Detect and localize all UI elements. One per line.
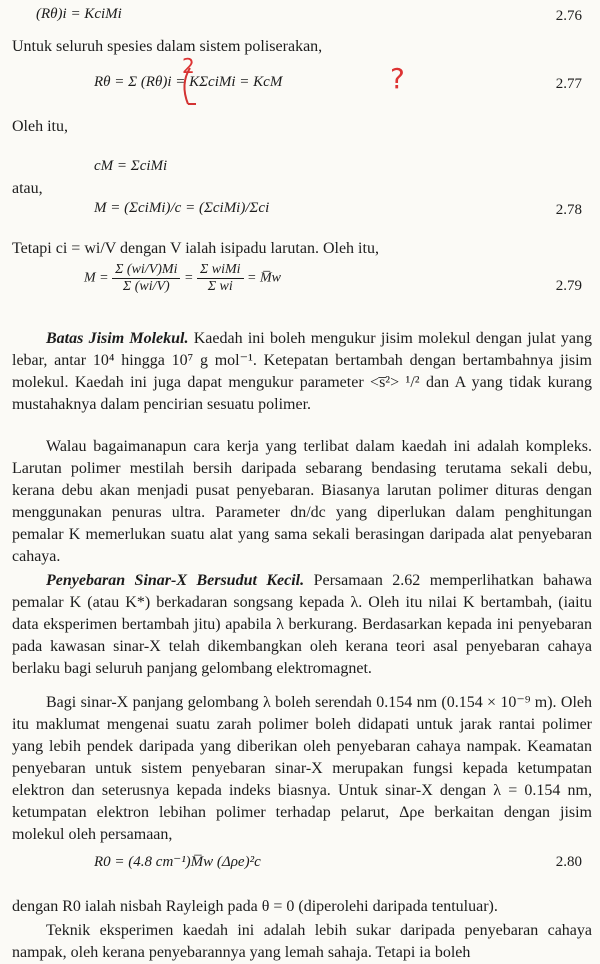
fraction-1 (112, 262, 180, 295)
paragraph-bagi-sinar-x: Bagi sinar-X panjang gelombang λ boleh serendah 0.154 nm (0.154 × 10⁻⁹ m). Oleh itu maklumat mengenai suatu zarah polimer boleh didapati untuk jarak rantai polimer yang lebih pendek daripada yang diberikan oleh penyebaran cahaya nampak. Keamatan penyebaran untuk sistem penyebaran sinar-X merupakan fungsi kepada ketumpatan elektron dan seterusnya kepada indeks biasnya. Untuk sinar-X dengan λ = 0.154 nm, ketumpatan elektron lebihan polimer terhadap pelarut, Δρe berkaitan dengan jisim molekul oleh persamaan, (12, 694, 592, 843)
handwritten-question-mark: ? (390, 62, 405, 95)
eq-number-2-77: 2.77 (555, 76, 582, 92)
eq-number-2-79: 2.79 (555, 278, 582, 294)
equation-2-77-right: = KΣciMi = KcM (175, 74, 283, 90)
equation-2-79-rhs: = M̅w (247, 270, 281, 286)
eq-number-2-80: 2.80 (555, 854, 582, 870)
eq-number-2-78: 2.78 (555, 202, 582, 218)
text-line-atau: atau, (12, 180, 43, 197)
eq-number-2-76: 2.76 (555, 8, 582, 24)
paragraph-batas-jisim (12, 328, 592, 416)
fraction-2-denominator: Σ wi (207, 279, 233, 294)
equation-2-76: (Rθ)i = KciMi (36, 6, 122, 22)
equation-2-79: M = $\frac{\Sigma (wi/V)Mi}{\Sigma (wi/V)}$ = $\frac{\text{Σ wiMi}}{\text{Σ wi}}$ = M̅w (84, 262, 281, 294)
equation-cM: cM = ΣciMi (94, 158, 168, 174)
section-heading-sinar-x: Penyebaran Sinar-X Bersudut Kecil. (46, 572, 305, 589)
handwritten-bracket-mark (176, 64, 198, 108)
equation-2-78: M = (ΣciMi)/c = (ΣciMi)/Σci (94, 200, 270, 216)
paragraph-teknik: Teknik eksperimen kaedah ini adalah lebih sukar daripada penyebaran cahaya nampak, oleh kerana penyebarannya yang lemah sahaja. Tetapi ia boleh (12, 922, 592, 961)
paragraph-penyebaran-sinar-x (12, 570, 592, 680)
text-line-oleh-itu: Oleh itu, (12, 118, 68, 135)
paragraph-sinar-x-body: Persamaan 2.62 memperlihatkan bahawa pemalar K (atau K*) berkadaran songsang kepada λ. Oleh itu nilai K bertambah, (iaitu data eksperimen bertambah jitu) apabila λ berkurang. Berdasarkan kepada ini penyebaran pada kawasan sinar-X telah dikembangkan oleh kerana teori asal penyebaran cahaya berlaku bagi seluruh panjang gelombang elektromagnet. (12, 572, 592, 677)
equation-2-77-left: Rθ = Σ (Rθ)i (94, 74, 172, 90)
text-line-poliserakan: Untuk seluruh spesies dalam sistem poliserakan, (12, 38, 323, 55)
fraction-2 (197, 262, 244, 295)
text-line-tetapi: Tetapi ci = wi/V dengan V ialah isipadu larutan. Oleh itu, (12, 240, 379, 257)
equation-2-80: R0 = (4.8 cm⁻¹)M̅w (Δρe)²c (94, 854, 261, 870)
section-heading-batas-jisim: Batas Jisim Molekul. (46, 330, 189, 347)
text-line-dengan: dengan R0 ialah nisbah Rayleigh pada θ = 0 (diperolehi daripada tentuluar). (12, 898, 498, 915)
handwritten-mark-2: 2 (182, 54, 195, 78)
paragraph-walau: Walau bagaimanapun cara kerja yang terlibat dalam kaedah ini adalah kompleks. Larutan polimer mestilah bersih daripada sebarang bendasing terutama sekali debu, kerana debu akan menjadi pusat penyebaran. Biasanya larutan polimer dituras dengan menggunakan penuras ultra. Parameter dn/dc yang diperlukan dalam penghitungan pemalar K memerlukan suatu alat yang sama sekali berasingan daripada alat penyebaran cahaya. (12, 438, 592, 565)
paragraph-batas-jisim-body: Kaedah ini boleh mengukur jisim molekul dengan julat yang lebar, antar 10⁴ hingga 10⁷ g mol⁻¹. Ketepatan bertambah dengan bertambahnya jisim molekul. Kaedah ini juga dapat mengukur parameter <s̅²> ¹/² dan A yang tidak kurang mustahaknya dalam pencirian sesuatu polimer. (12, 330, 592, 413)
fraction-2-numerator: Σ wiMi (197, 262, 244, 279)
equation-2-79-lhs: M = (84, 270, 109, 286)
fraction-1-numerator: Σ (wi/V)Mi (112, 262, 180, 279)
fraction-1-denominator: Σ (wi/V) (122, 279, 170, 294)
